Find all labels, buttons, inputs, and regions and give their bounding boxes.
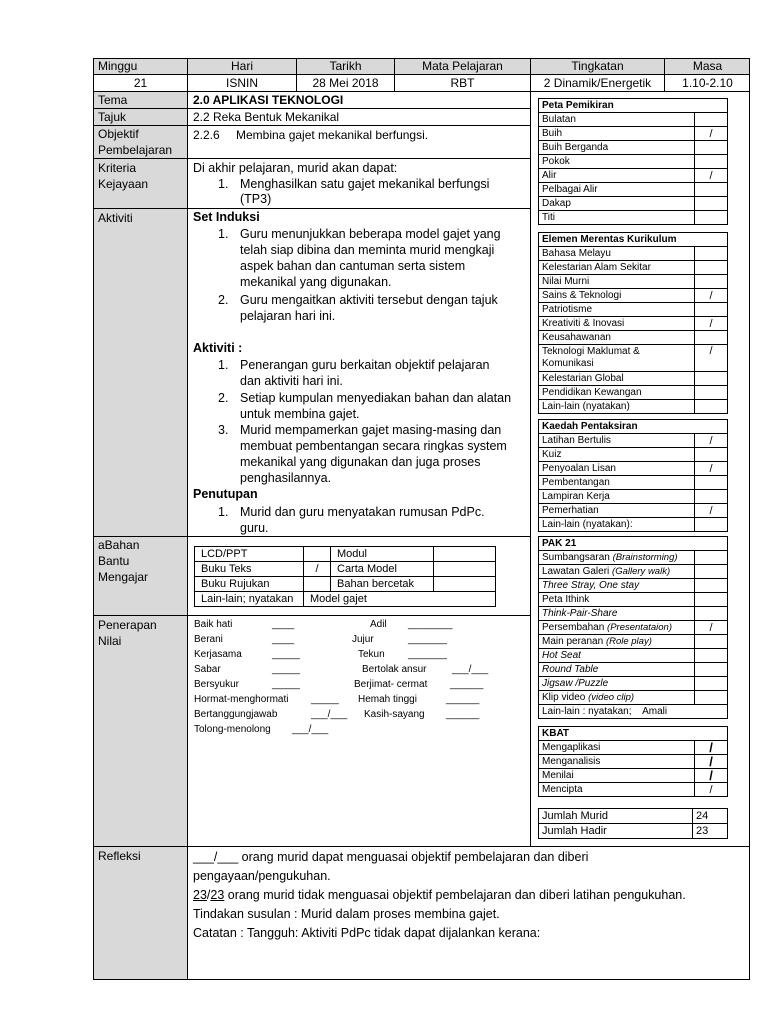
refleksi-line-3: 23/23 orang murid tidak menguasai objektif pembelajaran dan diberi latihan pengukuhan. — [193, 888, 686, 902]
emk-mark — [695, 247, 728, 261]
aktiviti-item: 3. Murid mempamerkan gajet masing-masing dan membuat pembentangan secara ringkas system mekanikal yang digunakan dan juga proses penghasilannya. — [218, 423, 507, 485]
nilai-blank: _____ — [272, 649, 300, 660]
bahan-mark — [304, 547, 331, 562]
nilai-item: Bersyukur — [194, 679, 240, 690]
kaedah-row — [539, 490, 728, 504]
kbat-mark: / — [695, 755, 728, 769]
kaedah-item: Pemerhatian — [539, 504, 695, 518]
kaedah-mark — [695, 448, 728, 462]
bahan-label-1: aBahan — [98, 538, 140, 552]
bahan-mark — [434, 562, 496, 577]
kbat-row — [539, 755, 728, 769]
jumlah-murid-value: 24 — [693, 809, 728, 824]
pak21-row — [539, 635, 728, 649]
peta-row — [539, 127, 728, 141]
emk-row — [539, 317, 728, 331]
bahan-row — [195, 577, 496, 592]
peta-pemikiran-table — [538, 98, 728, 225]
bahan-mark — [434, 547, 496, 562]
refleksi-line-2: pengayaan/pengukuhan. — [193, 869, 331, 883]
kaedah-item: Kuiz — [539, 448, 695, 462]
kaedah-item: Pembentangan — [539, 476, 695, 490]
nilai-blank: ______ — [446, 709, 480, 720]
pak21-row — [539, 593, 728, 607]
nilai-blank: ___/___ — [311, 709, 348, 720]
kaedah-item: Lain-lain (nyatakan): — [539, 518, 695, 532]
aktiviti-item: 1. Penerangan guru berkaitan objektif pelajaran dan aktiviti hari ini. — [218, 358, 490, 388]
peta-item: Alir — [539, 169, 695, 183]
bahan-label-3: Mengajar — [98, 570, 149, 584]
emk-title: Elemen Merentas Kurikulum — [539, 233, 728, 247]
pak21-row — [539, 663, 728, 677]
hari-label: Hari — [230, 59, 253, 73]
tema-label: Tema — [98, 93, 128, 107]
peta-mark — [695, 155, 728, 169]
bahan-row — [195, 547, 496, 562]
peta-row — [539, 183, 728, 197]
peta-item: Bulatan — [539, 113, 695, 127]
kaedah-row — [539, 462, 728, 476]
emk-item: Kelestarian Alam Sekitar — [539, 261, 695, 275]
tingkatan-value: 2 Dinamik/Energetik — [543, 76, 652, 90]
pak21-item: Main peranan (Role play) — [539, 635, 695, 649]
bahan-cell: Model gajet — [304, 592, 496, 607]
jumlah-hadir-label: Jumlah Hadir — [539, 824, 693, 839]
emk-row — [539, 400, 728, 414]
objektif-number: 2.2.6 — [193, 128, 220, 142]
kaedah-row — [539, 476, 728, 490]
peta-mark — [695, 197, 728, 211]
minggu-label: Minggu — [98, 59, 138, 73]
emk-item: Pendidikan Kewangan — [539, 386, 695, 400]
kbat-mark: / — [695, 741, 728, 755]
nilai-blank: ___/___ — [452, 664, 489, 675]
bahan-cell: Carta Model — [331, 562, 434, 577]
pak21-row — [539, 607, 728, 621]
kbat-table — [538, 726, 728, 797]
peta-row — [539, 155, 728, 169]
masa-label: Masa — [692, 59, 723, 73]
pak21-item: Klip video (video clip) — [539, 691, 695, 705]
emk-item: Teknologi Maklumat & Komunikasi — [539, 345, 695, 372]
penutupan-item: 1. Murid dan guru menyatakan rumusan PdPc. guru. — [218, 505, 485, 535]
emk-item: Lain-lain (nyatakan) — [539, 400, 695, 414]
nilai-blank: _______ — [408, 634, 447, 645]
emk-row — [539, 289, 728, 303]
emk-mark: / — [695, 345, 728, 372]
aktiviti-heading: Aktiviti : — [193, 341, 243, 355]
nilai-label-1: Penerapan — [98, 618, 157, 632]
kaedah-mark: / — [695, 462, 728, 476]
emk-mark — [695, 386, 728, 400]
kbat-item: Menilai — [539, 769, 695, 783]
bahan-mark — [304, 577, 331, 592]
emk-item: Patriotisme — [539, 303, 695, 317]
nilai-item: Adil — [370, 619, 387, 630]
pak21-item: Three Stray, One stay — [539, 579, 695, 593]
mata-pelajaran-value: RBT — [450, 76, 475, 90]
peta-item: Pelbagai Alir — [539, 183, 695, 197]
bahan-cell: Buku Teks — [195, 562, 304, 577]
nilai-blank: ____ — [272, 634, 295, 645]
pak21-item: Lawatan Galeri (Gallery walk) — [539, 565, 695, 579]
peta-item: Buih Berganda — [539, 141, 695, 155]
pak21-row — [539, 705, 728, 719]
nilai-blank: _____ — [272, 679, 300, 690]
emk-row — [539, 261, 728, 275]
objektif-label-1: Objektif — [98, 127, 139, 141]
emk-mark — [695, 372, 728, 386]
nilai-item: Jujur — [352, 634, 374, 645]
peta-mark: / — [695, 127, 728, 141]
tarikh-value: 28 Mei 2018 — [312, 76, 379, 90]
peta-row — [539, 211, 728, 225]
emk-mark — [695, 331, 728, 345]
emk-table — [538, 232, 728, 414]
emk-row — [539, 386, 728, 400]
refleksi-line-4: Tindakan susulan : Murid dalam proses membina gajet. — [193, 907, 500, 921]
emk-mark — [695, 261, 728, 275]
pak21-title: PAK 21 — [539, 537, 728, 551]
bahan-cell: Bahan bercetak — [331, 577, 434, 592]
nilai-item: Sabar — [194, 664, 221, 675]
bahan-cell: Buku Rujukan — [195, 577, 304, 592]
pak21-mark — [695, 579, 728, 593]
pak21-mark — [695, 677, 728, 691]
pak21-item: Peta Ithink — [539, 593, 695, 607]
nilai-item: Tekun — [358, 649, 385, 660]
kaedah-mark: / — [695, 504, 728, 518]
nilai-blank: _____ — [311, 694, 339, 705]
kriteria-label-2: Kejayaan — [98, 177, 149, 191]
kriteria-item-line-1: Menghasilkan satu gajet mekanikal berfungsi — [240, 177, 490, 191]
hari-value: ISNIN — [225, 76, 258, 90]
tingkatan-label: Tingkatan — [571, 59, 624, 73]
peta-item: Dakap — [539, 197, 695, 211]
kaedah-title: Kaedah Pentaksiran — [539, 420, 728, 434]
penutupan-heading: Penutupan — [193, 487, 258, 501]
bahan-label-2: Bantu — [98, 554, 130, 568]
kbat-item: Menganalisis — [539, 755, 695, 769]
kaedah-item: Lampiran Kerja — [539, 490, 695, 504]
peta-mark — [695, 183, 728, 197]
pak21-item: Hot Seat — [539, 649, 695, 663]
pak21-item: Sumbangsaran (Brainstorming) — [539, 551, 695, 565]
nilai-item: Kasih-sayang — [364, 709, 425, 720]
kbat-item: Mengaplikasi — [539, 741, 695, 755]
pak21-item: Think-Pair-Share — [539, 607, 695, 621]
nilai-item: Hemah tinggi — [358, 694, 417, 705]
nilai-item: Berjimat- cermat — [354, 679, 428, 690]
kaedah-row — [539, 448, 728, 462]
pak21-table — [538, 536, 728, 719]
mata-pelajaran-label: Mata Pelajaran — [422, 59, 503, 73]
emk-item: Kelestarian Global — [539, 372, 695, 386]
masa-value: 1.10-2.10 — [682, 76, 733, 90]
refleksi-line-5: Catatan : Tangguh: Aktiviti PdPc tidak dapat dijalankan kerana: — [193, 926, 541, 940]
kbat-row — [539, 783, 728, 797]
kaedah-item: Penyoalan Lisan — [539, 462, 695, 476]
emk-mark — [695, 400, 728, 414]
kaedah-row — [539, 504, 728, 518]
pak21-mark — [695, 565, 728, 579]
emk-row — [539, 345, 728, 372]
bahan-table — [194, 546, 496, 607]
bahan-cell: LCD/PPT — [195, 547, 304, 562]
pak21-row — [539, 677, 728, 691]
pak21-mark — [695, 635, 728, 649]
jumlah-row — [539, 824, 728, 839]
nilai-blank: ______ — [450, 679, 484, 690]
emk-row — [539, 303, 728, 317]
kbat-mark: / — [695, 769, 728, 783]
objektif-value: Membina gajet mekanikal berfungsi. — [236, 128, 429, 142]
kaedah-mark — [695, 518, 728, 532]
emk-item: Bahasa Melayu — [539, 247, 695, 261]
bahan-mark: / — [304, 562, 331, 577]
pak21-mark: / — [695, 621, 728, 635]
peta-item: Pokok — [539, 155, 695, 169]
nilai-blank: ___/___ — [292, 724, 329, 735]
kbat-row — [539, 769, 728, 783]
pak21-row — [539, 565, 728, 579]
peta-mark — [695, 141, 728, 155]
peta-pemikiran-title: Peta Pemikiran — [539, 99, 728, 113]
peta-row — [539, 197, 728, 211]
pak21-item: Round Table — [539, 663, 695, 677]
kriteria-item-line-2: (TP3) — [240, 192, 272, 206]
nilai-blank: _______ — [408, 649, 447, 660]
jumlah-hadir-value: 23 — [693, 824, 728, 839]
set-induksi-heading: Set Induksi — [193, 210, 260, 224]
kaedah-mark — [695, 476, 728, 490]
kaedah-row — [539, 434, 728, 448]
tema-value: 2.0 APLIKASI TEKNOLOGI — [193, 93, 344, 107]
nilai-item: Tolong-menolong — [194, 724, 271, 735]
pak21-row — [539, 691, 728, 705]
pak21-item: Jigsaw /Puzzle — [539, 677, 695, 691]
kbat-title: KBAT — [539, 727, 728, 741]
pak21-item: Lain-lain : nyatakan; Amali — [539, 705, 728, 719]
jumlah-table — [538, 808, 728, 839]
nilai-item: Bertolak ansur — [362, 664, 427, 675]
refleksi-line-1: ___/___ orang murid dapat menguasai objektif pembelajaran dan diberi — [193, 850, 589, 864]
emk-mark: / — [695, 317, 728, 331]
emk-row — [539, 331, 728, 345]
aktiviti-item: 2. Setiap kumpulan menyediakan bahan dan alatan untuk membina gajet. — [218, 391, 512, 421]
emk-mark: / — [695, 289, 728, 303]
bahan-mark — [434, 577, 496, 592]
pak21-mark — [695, 649, 728, 663]
minggu-value: 21 — [133, 76, 148, 90]
kaedah-mark: / — [695, 434, 728, 448]
nilai-blank: ______ — [446, 694, 480, 705]
peta-item: Buih — [539, 127, 695, 141]
peta-mark: / — [695, 169, 728, 183]
nilai-item: Kerjasama — [194, 649, 242, 660]
kbat-mark: / — [695, 783, 728, 797]
kaedah-table — [538, 419, 728, 532]
pak21-mark — [695, 593, 728, 607]
emk-row — [539, 247, 728, 261]
kbat-row — [539, 741, 728, 755]
objektif-label-2: Pembelajaran — [98, 143, 173, 157]
nilai-blank: ____ — [272, 619, 295, 630]
pak21-row — [539, 649, 728, 663]
tarikh-label: Tarikh — [329, 59, 362, 73]
nilai-label-2: Nilai — [98, 634, 122, 648]
pak21-mark — [695, 551, 728, 565]
emk-row — [539, 275, 728, 289]
tajuk-value: 2.2 Reka Bentuk Mekanikal — [193, 110, 340, 124]
pak21-mark — [695, 607, 728, 621]
pak21-mark — [695, 691, 728, 705]
emk-item: Keusahawanan — [539, 331, 695, 345]
kriteria-intro: Di akhir pelajaran, murid akan dapat: — [193, 161, 398, 175]
emk-item: Kreativiti & Inovasi — [539, 317, 695, 331]
peta-mark — [695, 211, 728, 225]
pak21-item: Persembahan (Presentataion) — [539, 621, 695, 635]
kriteria-item-number: 1. — [218, 177, 229, 191]
kriteria-label-1: Kriteria — [98, 161, 137, 175]
kaedah-mark — [695, 490, 728, 504]
tajuk-label: Tajuk — [98, 110, 127, 124]
bahan-cell: Modul — [331, 547, 434, 562]
jumlah-row — [539, 809, 728, 824]
pak21-mark — [695, 663, 728, 677]
bahan-cell: Lain-lain; nyatakan — [195, 592, 304, 607]
peta-item: Titi — [539, 211, 695, 225]
emk-mark — [695, 303, 728, 317]
kbat-item: Mencipta — [539, 783, 695, 797]
refleksi-label: Refleksi — [98, 849, 141, 863]
emk-item: Sains & Teknologi — [539, 289, 695, 303]
peta-row — [539, 141, 728, 155]
emk-item: Nilai Murni — [539, 275, 695, 289]
peta-row — [539, 169, 728, 183]
pak21-row — [539, 621, 728, 635]
nilai-blank: _____ — [272, 664, 300, 675]
bahan-row — [195, 562, 496, 577]
nilai-item: Hormat-menghormati — [194, 694, 289, 705]
induksi-item: 1. Guru menunjukkan beberapa model gajet yang telah siap dibina dan meminta murid mengkaji aspek bahan dan cantuman serta sistem mekanikal yang digunakan. — [218, 227, 501, 289]
bahan-row — [195, 592, 496, 607]
nilai-item: Berani — [194, 634, 223, 645]
nilai-item: Bertanggungjawab — [194, 709, 278, 720]
nilai-blank: ________ — [408, 619, 453, 630]
emk-row — [539, 372, 728, 386]
jumlah-murid-label: Jumlah Murid — [539, 809, 693, 824]
induksi-item: 2. Guru mengaitkan aktiviti tersebut dengan tajuk pelajaran hari ini. — [218, 293, 498, 323]
peta-mark — [695, 113, 728, 127]
emk-mark — [695, 275, 728, 289]
kaedah-item: Latihan Bertulis — [539, 434, 695, 448]
pak21-row — [539, 579, 728, 593]
nilai-item: Baik hati — [194, 619, 233, 630]
aktiviti-label: Aktiviti — [98, 211, 133, 225]
peta-row — [539, 113, 728, 127]
kaedah-row — [539, 518, 728, 532]
pak21-row — [539, 551, 728, 565]
